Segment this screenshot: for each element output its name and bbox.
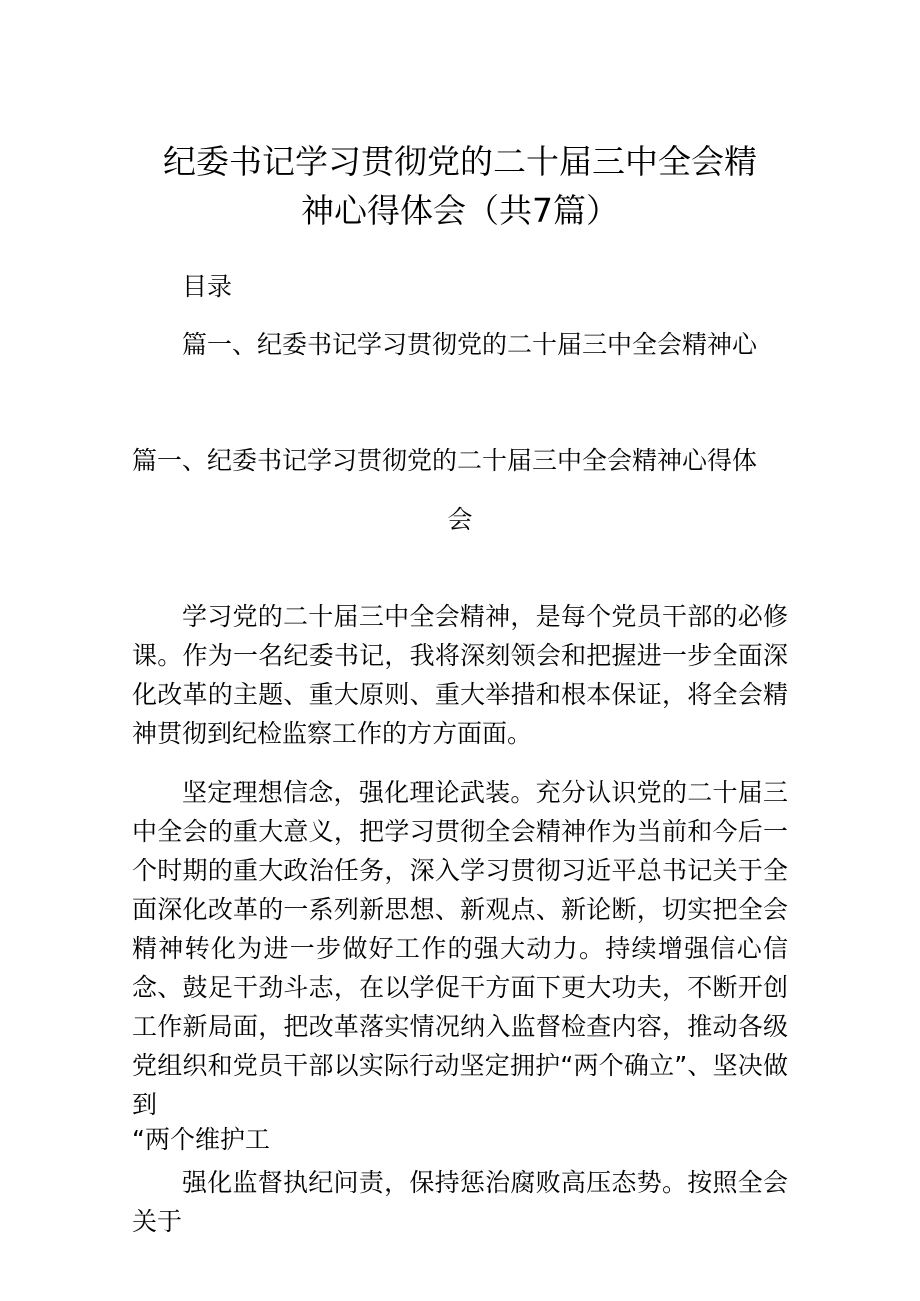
body-paragraph-2-continuation: “两个维护工 [132,1125,270,1154]
document-title-line-2: 神心得体会（共7篇） [301,191,619,230]
toc-item-1[interactable]: 篇一、纪委书记学习贯彻党的二十届三中全会精神心 [182,330,758,359]
body-paragraph-1: 学习党的二十届三中全会精神，是每个党员干部的必修课。作为一名纪委书记，我将深刻领会和把握进一步全面深化改革的主题、重大原则、重大举措和根本保证，将全会精神贯彻到纪检监察工作的方方面面。 [132,602,788,748]
section-heading-line-1: 篇一、纪委书记学习贯彻党的二十届三中全会精神心得体 [132,446,758,475]
body-paragraph-2: 坚定理想信念，强化理论武装。充分认识党的二十届三中全会的重大意义，把学习贯彻全会精神作为当前和今后一个时期的重大政治任务，深入学习贯彻习近平总书记关于全面深化改革的一系列新思想、新观点、新论断，切实把全会精神转化为进一步做好工作的强大动力。持续增强信心信念、鼓足干劲斗志，在以学促干方面下更大功夫，不断开创工作新局面，把改革落实情况纳入监督检查内容，推动各级党组织和党员干部以实际行动坚定拥护“两个确立”、坚决做到 [132,778,788,1119]
toc-label: 目录 [182,272,233,301]
document-title-line-1: 纪委书记学习贯彻党的二十届三中全会精 [163,142,757,181]
section-heading-line-2: 会 [447,505,473,534]
body-paragraph-3: 强化监督执纪问责，保持惩治腐败高压态势。按照全会关于 [132,1168,788,1236]
